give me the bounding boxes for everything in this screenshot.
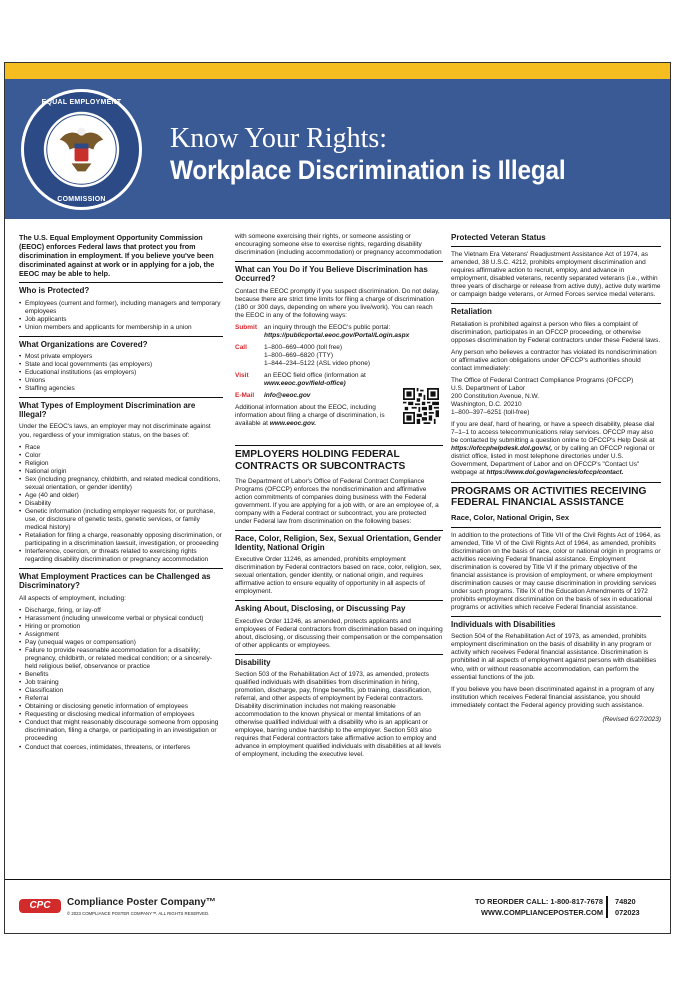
orgs-list bbox=[19, 353, 223, 393]
additional-info-block bbox=[235, 404, 443, 442]
poster-codes bbox=[615, 897, 640, 918]
veteran-heading: Protected Veteran Status bbox=[451, 233, 546, 242]
copyright: © 2023 COMPLIANCE POSTER COMPANY™. ALL RIGHTS RESERVED. bbox=[67, 911, 210, 916]
phone-tty: 1–800–669–6820 (TTY) bbox=[264, 351, 334, 359]
deaf-text-a: If you are deaf, hard of hearing, or have a speech disability, please dial 7–1–1 to access telecommunications relay services. OFCCP may also be contacted by submitting a question online to OFCCP's Help Desk at bbox=[451, 421, 655, 445]
list-item: • Job training bbox=[19, 679, 223, 687]
svg-text:EQUAL EMPLOYMENT: EQUAL EMPLOYMENT bbox=[41, 98, 122, 106]
who-heading: Who is Protected? bbox=[19, 282, 223, 295]
list-item: • National origin bbox=[19, 468, 223, 476]
race-heading: Race, Color, Religion, Sex, Sexual Orientation, Gender Identity, National Origin bbox=[235, 530, 443, 552]
list-item: • Conduct that might reasonably discourage someone from opposing discrimination, filing a charge, or participating in an investigation or proceeding bbox=[19, 719, 223, 743]
poster bbox=[4, 62, 671, 934]
deaf-text bbox=[451, 421, 661, 477]
reorder-phone: TO REORDER CALL: 1-800-817-7678 bbox=[474, 897, 603, 906]
ofccp-address bbox=[451, 377, 661, 417]
eeoc-site-link[interactable]: www.eeoc.gov. bbox=[269, 420, 317, 428]
believe-text: If you believe you have been discriminated against in a program of any institution which receives Federal financial assistance, you should immediately contact the Federal agency providing such assistance. bbox=[451, 685, 655, 709]
veteran-text: The Vietnam Era Veterans' Readjustment Assistance Act of 1974, as amended, 38 U.S.C. 4212, prohibits employment discrimination and requires affirmative action to recruit, employ, and advance in employment, disabled veterans, recently separated veterans (i.e., within three years of discharge or release from active duty), active duty wartime or campaign badge veterans, or Armed Forces service medal veterans. bbox=[451, 251, 661, 299]
eeoc-seal-logo bbox=[20, 88, 143, 211]
visit-label: Visit bbox=[235, 371, 249, 379]
deaf-text-b: or by calling an OFCCP regional or district office, listed in most telephone directories under U.S. Government, Department of Labor and on OFCCP's "Contact Us" webpage at bbox=[451, 445, 655, 477]
violated-text: Any person who believes a contractor has violated its nondiscrimination or affirmative action obligations under OFCCP's authorities should contact immediately: bbox=[451, 348, 657, 372]
list-item: • Educational institutions (as employers) bbox=[19, 369, 223, 377]
practices-list bbox=[19, 607, 223, 752]
race-text: Executive Order 11246, as amended, prohibits employment discrimination by Federal contractors based on race, color, religion, sex, sexual orientation, gender identity, or national origin, and requires affirmative action to ensure equality of opportunity in all aspects of employment. bbox=[235, 556, 442, 596]
rcno-heading: Race, Color, National Origin, Sex bbox=[451, 512, 570, 522]
list-item: • Unions bbox=[19, 377, 223, 385]
list-item: • Obtaining or disclosing genetic information of employees bbox=[19, 703, 223, 711]
list-item: • Classification bbox=[19, 687, 223, 695]
list-item: • Pay (unequal wages or compensation) bbox=[19, 639, 223, 647]
title-line1: Know Your Rights: bbox=[170, 123, 388, 154]
visit-text: an EEOC field office (information at bbox=[264, 371, 366, 379]
list-item: • Age (40 and older) bbox=[19, 492, 223, 500]
column-3 bbox=[451, 233, 661, 724]
contact-us-link[interactable]: https://www.dol.gov/agencies/ofccp/contact. bbox=[486, 469, 624, 477]
poster-header bbox=[5, 79, 670, 219]
list-item: • Assignment bbox=[19, 631, 223, 639]
column-1 bbox=[19, 233, 223, 756]
employers-text: The Department of Labor's Office of Federal Contract Compliance Programs (OFCCP) enforces the nondiscrimination and affirmative action commitments of companies doing business with the Federal government. If you are applying for a job with, or are an employee of, a company with a Federal contract or subcontract, you are protected under Federal law from discrimination on the following bases: bbox=[235, 477, 439, 525]
list-item: • Most private employers bbox=[19, 353, 223, 361]
title-line2: Workplace Discrimination is Illegal bbox=[170, 155, 566, 185]
submit-row bbox=[235, 324, 443, 340]
list-item: • Harassment (including unwelcome verbal or physical conduct) bbox=[19, 615, 223, 623]
revised-date: (Revised 6/27/2023) bbox=[602, 715, 661, 723]
types-heading: What Types of Employment Discrimination are Illegal? bbox=[19, 397, 223, 419]
submit-text: an inquiry through the EEOC's public portal: bbox=[264, 323, 391, 331]
email-label: E-Mail bbox=[235, 392, 255, 400]
disability-heading: Disability bbox=[235, 654, 443, 667]
intro-text: The U.S. Equal Employment Opportunity Commission (EEOC) enforces Federal laws that protect you from discrimination in employment. If you believe you've been discriminated against at work or in applying for a job, the EEOC may be able to help. bbox=[19, 233, 215, 279]
list-item: • Race bbox=[19, 444, 223, 452]
employers-heading: EMPLOYERS HOLDING FEDERAL CONTRACTS OR SUBCONTRACTS bbox=[235, 445, 443, 472]
list-item: • Color bbox=[19, 452, 223, 460]
call-row bbox=[235, 344, 443, 368]
portal-link[interactable]: https://publicportal.eeoc.gov/Portal/Login.aspx bbox=[264, 331, 410, 339]
list-item: • Referral bbox=[19, 695, 223, 703]
submit-label: Submit bbox=[235, 323, 258, 331]
practices-heading: What Employment Practices can be Challenged as Discriminatory? bbox=[19, 568, 223, 590]
address-line: Washington, D.C. 20210 bbox=[451, 401, 522, 409]
email-link[interactable]: info@eeoc.gov bbox=[264, 392, 311, 400]
orgs-heading: What Organizations are Covered? bbox=[19, 336, 223, 349]
column-2 bbox=[235, 233, 443, 763]
qr-code-icon bbox=[403, 388, 439, 424]
continued-text: with someone exercising their rights, or someone assisting or encouraging someone else to exercise rights, regarding disability discrimination (including accommodation) or pregnancy accommodation bbox=[235, 233, 442, 257]
list-item: • Staffing agencies bbox=[19, 385, 223, 393]
address-line: U.S. Department of Labor bbox=[451, 384, 526, 392]
cpc-logo: CPC bbox=[19, 899, 61, 913]
list-item: • State and local governments (as employers) bbox=[19, 361, 223, 369]
address-line: The Office of Federal Contract Compliance Programs (OFCCP) bbox=[451, 376, 634, 384]
reorder-info bbox=[447, 897, 603, 918]
phone-asl: 1–844–234–5122 (ASL video phone) bbox=[264, 359, 371, 367]
phone-tollfree: 1–800–669–4000 (toll free) bbox=[264, 343, 343, 351]
pay-text: Executive Order 11246, as amended, protects applicants and employees of Federal contractors from discrimination based on inquiring about, disclosing, or discussing their compensation or the compensation of other applicants or employees. bbox=[235, 617, 443, 649]
content-columns bbox=[5, 233, 670, 873]
revision-code: 072023 bbox=[615, 907, 640, 917]
action-text: Contact the EEOC promptly if you suspect discrimination. Do not delay, because there are strict time limits for filing a charge of discrimination (180 or 300 days, depending on where you live/work). You can reach the EEOC in any of the following ways: bbox=[235, 287, 440, 319]
footer-divider bbox=[606, 896, 608, 918]
list-item: • Conduct that coerces, intimidates, threatens, or interferes bbox=[19, 744, 223, 752]
svg-text:COMMISSION: COMMISSION bbox=[57, 196, 106, 204]
list-item: • Union members and applicants for membership in a union bbox=[19, 324, 223, 332]
address-line: 1–800–397–6251 (toll-free) bbox=[451, 409, 530, 417]
product-code: 74820 bbox=[615, 897, 636, 906]
list-item: • Interference, coercion, or threats related to exercising rights regarding disability discrimination or pregnancy accommodation bbox=[19, 548, 223, 564]
retaliation-heading: Retaliation bbox=[451, 303, 661, 316]
individuals-text: Section 504 of the Rehabilitation Act of 1973, as amended, prohibits employment discrimination on the basis of disability in any program or activity which receives Federal financial assistance. Discrimination is prohibited in all aspects of employment against persons with disabilities who, with or without reasonable accommodation, can perform the essential functions of the job. bbox=[451, 633, 657, 681]
programs-heading: PROGRAMS OR ACTIVITIES RECEIVING FEDERAL FINANCIAL ASSISTANCE bbox=[451, 482, 661, 509]
who-list bbox=[19, 300, 223, 332]
rcno-text: In addition to the protections of Title VII of the Civil Rights Act of 1964, as amended, Title VI of the Civil Rights Act of 1964, as amended, prohibits discrimination on the basis of race, color or national origin in programs or activities receiving Federal financial assistance. Employment discrimination is covered by Title VI if the primary objective of the financial assistance is provision of employment, or where employment discrimination causes or may cause discrimination in providing services under such programs. Title IX of the Education Amendments of 1972 prohibits employment discrimination on the basis of sex in educational programs or activities which receive Federal financial assistance. bbox=[451, 531, 661, 612]
list-item: • Employees (current and former), including managers and temporary employees bbox=[19, 300, 223, 316]
retaliation-text: Retaliation is prohibited against a person who files a complaint of discrimination, participates in an OFCCP proceeding, or otherwise opposes discrimination by Federal contractors under these Federal laws. bbox=[451, 320, 661, 344]
disability-text: Section 503 of the Rehabilitation Act of 1973, as amended, protects qualified individuals with disabilities from discrimination in hiring, promotion, discharge, pay, fringe benefits, job training, classification, referral, and other aspects of employment by Federal contractors. Disability discrimination includes not making reasonable accommodation to the known physical or mental limitations of an otherwise qualified individual with a disability who is an applicant or employee, barring undue hardship to the employer. Section 503 also requires that Federal contractors take affirmative action to employ and advance in employment qualified individuals with disabilities at all levels of employment, including the executive level. bbox=[235, 670, 441, 759]
list-item: • Requesting or disclosing medical information of employees bbox=[19, 711, 223, 719]
top-accent-bar bbox=[5, 63, 670, 79]
call-label: Call bbox=[235, 343, 247, 351]
list-item: • Benefits bbox=[19, 671, 223, 679]
list-item: • Sex (including pregnancy, childbirth, and related medical conditions, sexual orientation, or gender identity) bbox=[19, 476, 223, 492]
individuals-heading: Individuals with Disabilities bbox=[451, 616, 661, 629]
types-list bbox=[19, 444, 223, 565]
list-item: • Job applicants bbox=[19, 316, 223, 324]
brand-name: Compliance Poster Company™ bbox=[67, 897, 216, 908]
list-item: • Failure to provide reasonable accommodation for a disability; pregnancy, childbirth, or related medical condition; or a sincerely-held religious belief, observance or practice bbox=[19, 647, 223, 671]
pay-heading: Asking About, Disclosing, or Discussing Pay bbox=[235, 600, 443, 613]
list-item: • Religion bbox=[19, 460, 223, 468]
list-item: • Discharge, firing, or lay-off bbox=[19, 607, 223, 615]
poster-footer bbox=[5, 879, 670, 933]
address-line: 200 Constitution Avenue, N.W. bbox=[451, 393, 540, 401]
list-item: • Disability bbox=[19, 500, 223, 508]
field-office-link[interactable]: www.eeoc.gov/field-office) bbox=[264, 379, 346, 387]
list-item: • Hiring or promotion bbox=[19, 623, 223, 631]
list-item: • Retaliation for filing a charge, reasonably opposing discrimination, or participating in a discrimination lawsuit, investigation, or proceeding bbox=[19, 532, 223, 548]
visit-row bbox=[235, 372, 443, 388]
helpdesk-link[interactable]: https://ofccphelpdesk.dol.gov/s/, bbox=[451, 445, 553, 453]
practices-intro: All aspects of employment, including: bbox=[19, 594, 126, 602]
action-heading: What can You Do if You Believe Discrimination has Occurred? bbox=[235, 261, 443, 283]
additional-text: Additional information about the EEOC, including information about filing a charge of discrimination, is available at bbox=[235, 404, 385, 428]
website-link[interactable]: WWW.COMPLIANCEPOSTER.COM bbox=[481, 907, 603, 917]
types-intro: Under the EEOC's laws, an employer may not discriminate against you, regardless of your immigration status, on the bases of: bbox=[19, 423, 211, 439]
list-item: • Genetic information (including employer requests for, or purchase, use, or disclosure of genetic tests, genetic services, or family medical history) bbox=[19, 508, 223, 532]
